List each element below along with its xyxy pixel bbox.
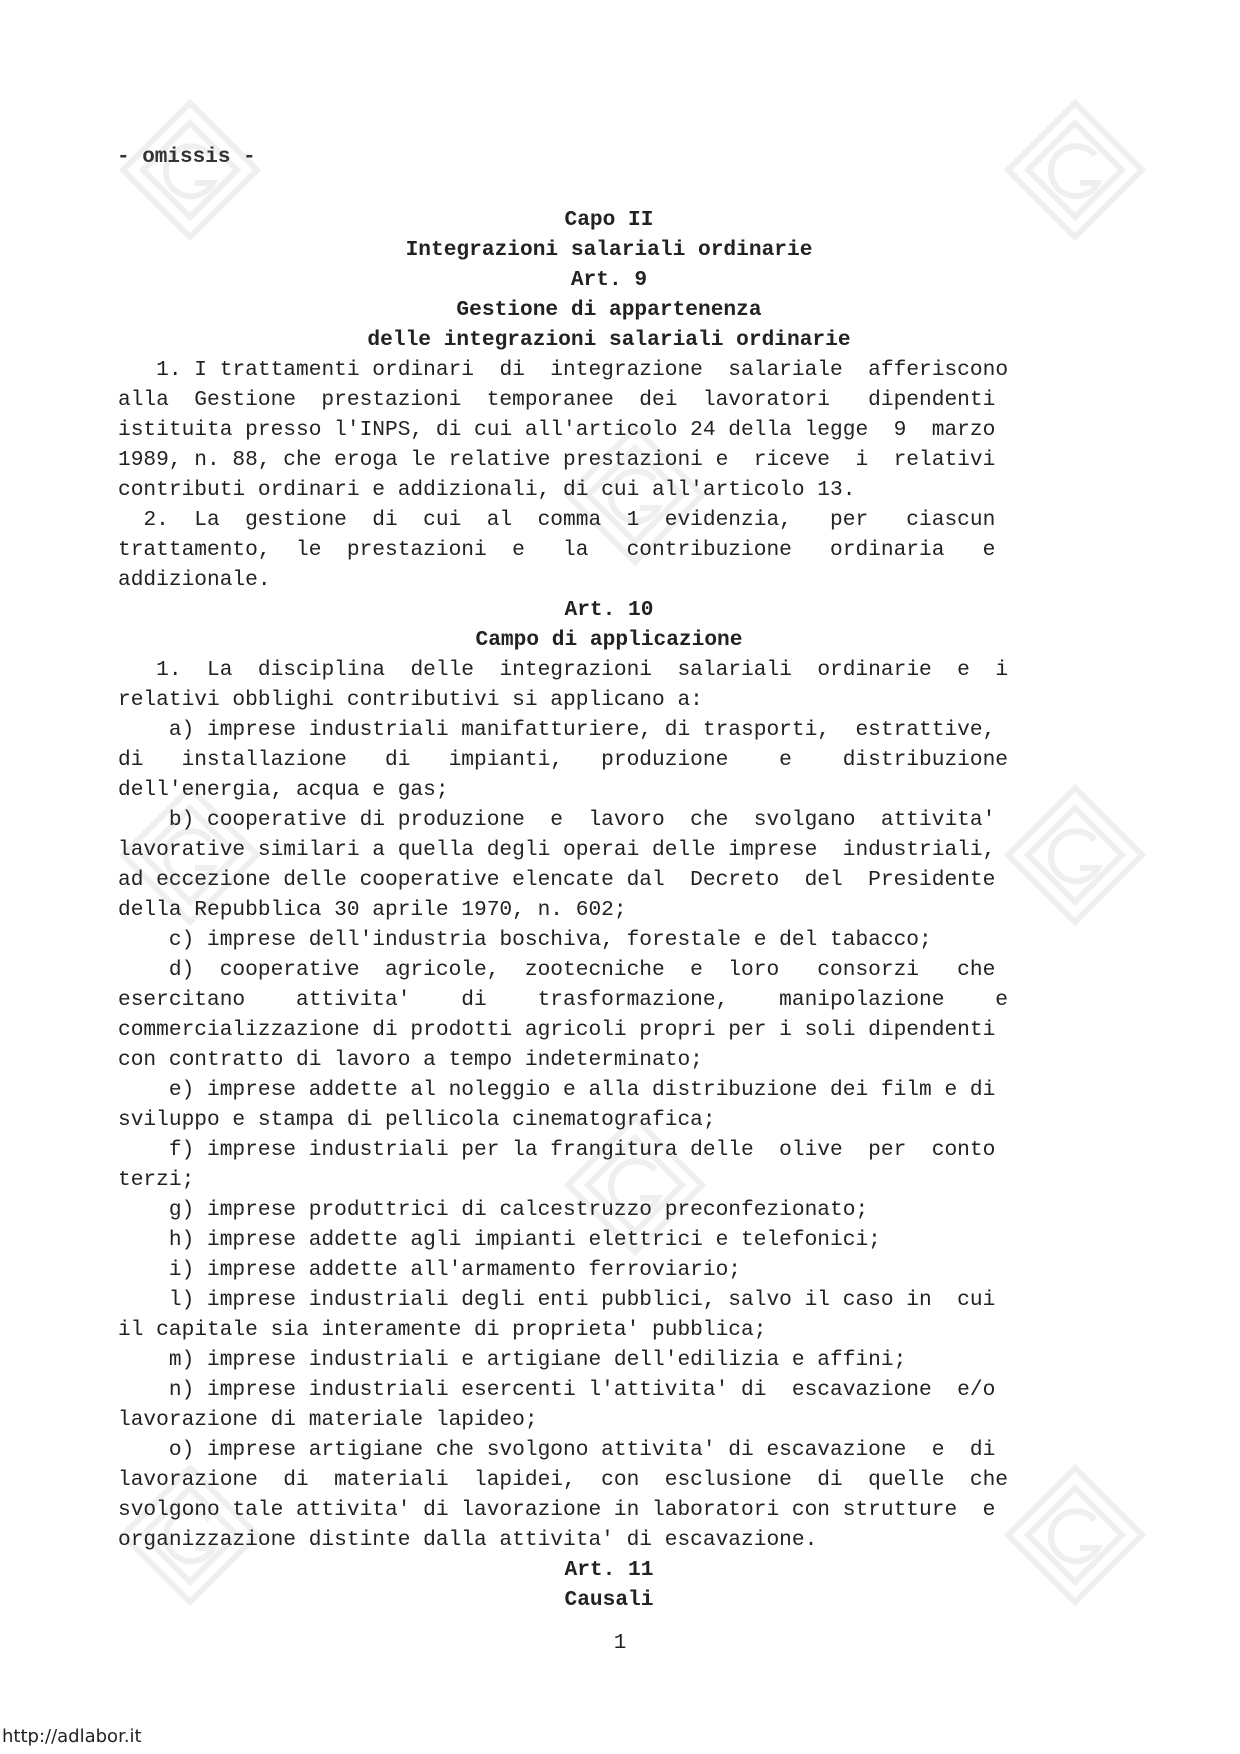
- article-10-line: f) imprese industriali per la frangitura delle olive per conto: [118, 1138, 996, 1162]
- article-11-heading: Art. 11: [564, 1558, 654, 1582]
- article-9-line: istituita presso l'INPS, di cui all'articolo 24 della legge 9 marzo: [118, 418, 996, 442]
- article-10-line: svolgono tale attivita' di lavorazione in laboratori con strutture e: [118, 1498, 996, 1522]
- article-9-line: addizionale.: [118, 568, 271, 592]
- article-10-line: o) imprese artigiane che svolgono attivita' di escavazione e di: [118, 1438, 996, 1462]
- article-10-title: Campo di applicazione: [475, 628, 743, 652]
- article-10-line: c) imprese dell'industria boschiva, forestale e del tabacco;: [118, 928, 932, 952]
- article-10-line: sviluppo e stampa di pellicola cinematografica;: [118, 1108, 716, 1132]
- article-10-line: ad eccezione delle cooperative elencate dal Decreto del Presidente: [118, 868, 996, 892]
- document-body: [118, 205, 1068, 1615]
- article-10-line: lavorazione di materiale lapideo;: [118, 1408, 538, 1432]
- article-9-line: contributi ordinari e addizionali, di cui all'articolo 13.: [118, 478, 856, 502]
- article-10-line: e) imprese addette al noleggio e alla distribuzione dei film e di: [118, 1078, 996, 1102]
- article-9-line: 1989, n. 88, che eroga le relative prestazioni e riceve i relativi: [118, 448, 996, 472]
- omissis-marker: - omissis -: [117, 146, 256, 169]
- article-9-line: 2. La gestione di cui al comma 1 evidenzia, per ciascun: [118, 508, 996, 532]
- article-10-line: terzi;: [118, 1168, 195, 1192]
- article-10-line: il capitale sia interamente di proprieta' pubblica;: [118, 1318, 767, 1342]
- page-number: 1: [613, 1632, 627, 1655]
- article-10-line: commercializzazione di prodotti agricoli propri per i soli dipendenti: [118, 1018, 996, 1042]
- article-10-line: di installazione di impianti, produzione e distribuzione: [118, 748, 1009, 772]
- article-10-line: h) imprese addette agli impianti elettrici e telefonici;: [118, 1228, 881, 1252]
- article-10-line: n) imprese industriali esercenti l'attivita' di escavazione e/o: [118, 1378, 996, 1402]
- article-10-line: lavorazione di materiali lapidei, con esclusione di quelle che: [118, 1468, 1009, 1492]
- footer-url: http://adlabor.it: [2, 1726, 142, 1747]
- article-9-line: 1. I trattamenti ordinari di integrazione salariale afferiscono: [118, 358, 1009, 382]
- article-9-line: alla Gestione prestazioni temporanee dei lavoratori dipendenti: [118, 388, 996, 412]
- article-10-line: b) cooperative di produzione e lavoro che svolgano attivita': [118, 808, 996, 832]
- article-10-line: della Repubblica 30 aprile 1970, n. 602;: [118, 898, 627, 922]
- article-10-heading: Art. 10: [564, 598, 654, 622]
- chapter-title: Integrazioni salariali ordinarie: [405, 238, 813, 262]
- article-9-title-line-1: Gestione di appartenenza: [456, 298, 762, 322]
- article-9-line: trattamento, le prestazioni e la contribuzione ordinaria e: [118, 538, 996, 562]
- article-10-line: l) imprese industriali degli enti pubblici, salvo il caso in cui: [118, 1288, 996, 1312]
- article-10-line: dell'energia, acqua e gas;: [118, 778, 449, 802]
- article-10-line: m) imprese industriali e artigiane dell'edilizia e affini;: [118, 1348, 907, 1372]
- article-10-line: lavorative similari a quella degli operai delle imprese industriali,: [118, 838, 996, 862]
- article-9-title-line-2: delle integrazioni salariali ordinarie: [367, 328, 851, 352]
- article-10-line: organizzazione distinte dalla attivita' di escavazione.: [118, 1528, 818, 1552]
- chapter-heading: Capo II: [564, 208, 654, 232]
- article-10-line: i) imprese addette all'armamento ferroviario;: [118, 1258, 742, 1282]
- article-10-line: esercitano attivita' di trasformazione, manipolazione e: [118, 988, 1009, 1012]
- article-10-line: g) imprese produttrici di calcestruzzo preconfezionato;: [118, 1198, 869, 1222]
- article-10-line: con contratto di lavoro a tempo indeterminato;: [118, 1048, 703, 1072]
- article-10-line: relativi obblighi contributivi si applicano a:: [118, 688, 703, 712]
- article-10-line: 1. La disciplina delle integrazioni salariali ordinarie e i: [118, 658, 1009, 682]
- article-10-line: a) imprese industriali manifatturiere, di trasporti, estrattive,: [118, 718, 996, 742]
- article-9-heading: Art. 9: [570, 268, 648, 292]
- article-11-title: Causali: [564, 1588, 654, 1612]
- article-10-line: d) cooperative agricole, zootecniche e loro consorzi che: [118, 958, 996, 982]
